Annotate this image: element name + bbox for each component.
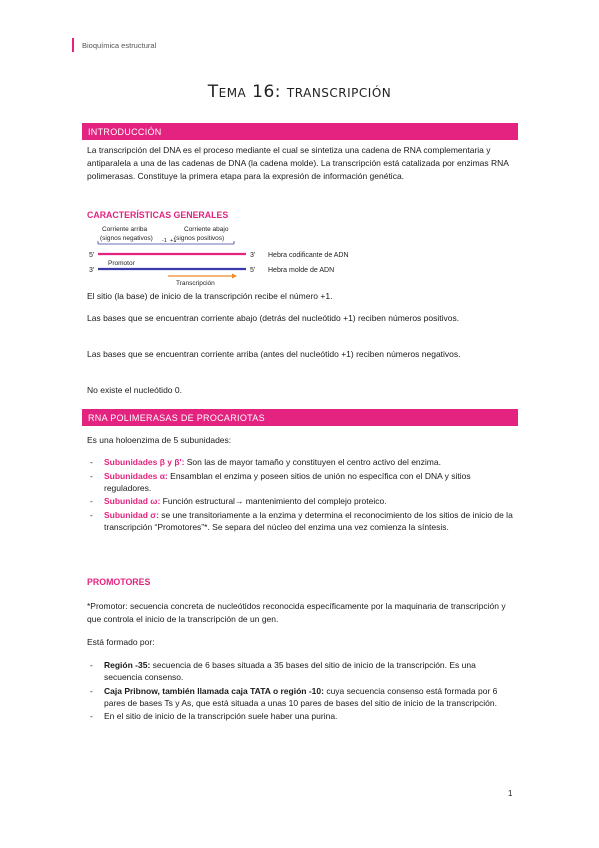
list-item-term: Subunidad ω:	[104, 496, 161, 506]
page-number: 1	[508, 789, 513, 798]
holoenzyme-intro: Es una holoenzima de 5 subunidades:	[87, 435, 232, 445]
paragraph-downstream: Las bases que se encuentran corriente abajo (detrás del nucleótido +1) reciben números positivos.	[87, 313, 460, 323]
list-item-text: Función estructural→ mantenimiento del complejo proteico.	[160, 496, 387, 506]
list-item-term: Subunidad σ:	[104, 509, 159, 520]
promoter-definition: *Promotor: secuencia concreta de nucleótidos reconocida específicamente por la maquinaria de transcripción y que controla el inicio de la transcripción de un gen.	[87, 601, 506, 624]
template-strand-label: Hebra molde de ADN	[268, 267, 335, 274]
paragraph-upstream: Las bases que se encuentran corriente arriba (antes del nucleótido +1) reciben números negativos.	[87, 349, 461, 359]
list-item-text: se une transitoriamente a la enzima y determina el reconocimiento de los sitios de inicio de la transcripción “Promotores”*. Se separa del núcleo del enzima una vez comienza la síntesis.	[104, 509, 513, 532]
page-header	[72, 38, 156, 52]
list-item-text: Ensamblan el enzima y poseen sitios de unión no específica con el DNA y sitios reguladores.	[104, 470, 471, 493]
plus-one-label: +1	[170, 238, 177, 244]
upstream-label: Corriente arriba	[102, 226, 148, 233]
list-item: - Subunidad ω: Función estructural→ mantenimiento del complejo proteico.	[90, 496, 387, 506]
minus-one-label: -1	[162, 238, 167, 244]
top-strand-3prime: 3'	[250, 252, 256, 259]
subheading-caracteristicas: CARACTERÍSTICAS GENERALES	[87, 210, 229, 220]
list-item-text: cuya secuencia consenso está formada por 6 pares de bases Ts y As, que está situada a unas 10 pares de bases del sitio de inicio de la transcripción.	[104, 685, 498, 708]
dna-transcription-diagram	[86, 222, 366, 288]
top-strand-5prime: 5'	[89, 252, 95, 259]
subunits-list	[90, 456, 516, 534]
paragraph-no-zero: No existe el nucleótido 0.	[87, 385, 182, 395]
promoter-elements-list	[90, 659, 516, 724]
list-item: - Región -35: secuencia de 6 bases situada a 35 bases del sitio de inicio de la transcripción. Es una secuencia consenso.	[90, 660, 476, 682]
list-item-term: Región -35:	[104, 660, 151, 670]
list-item: - Caja Pribnow, también llamada caja TATA o región -10: cuya secuencia consenso está formada por 6 pares de bases Ts y As, que está situada a unas 10 pares de bases del sitio de inicio de la transcripción.	[90, 685, 498, 708]
coding-strand-label: Hebra codificante de ADN	[268, 252, 349, 259]
intro-paragraph: La transcripción del DNA es el proceso mediante el cual se sintetiza una cadena de RNA complementaria y antiparalela a una de las cadenas de DNA (la cadena molde). La transcripción está catalizada por enzimas RNA polimerasas. Constituye la primera etapa para la expresión de información genética.	[87, 145, 509, 181]
subheading-promotores: PROMOTORES	[87, 577, 151, 587]
list-item-term: Subunidades α:	[104, 470, 168, 481]
section-heading-introduccion: INTRODUCCIÓN	[82, 123, 518, 140]
paragraph-start-site: El sitio (la base) de inicio de la transcripción recibe el número +1.	[87, 291, 333, 301]
list-item-text: secuencia de 6 bases situada a 35 bases del sitio de inicio de la transcripción. Es una secuencia consenso.	[104, 660, 476, 682]
page-title: Tema 16: transcripción	[207, 82, 392, 102]
transcription-label: Transcripción	[176, 280, 215, 287]
list-item: - Subunidad σ: se une transitoriamente a la enzima y determina el reconocimiento de los sitios de inicio de la transcripción “Promotores”*. Se separa del núcleo del enzima una vez comienza la síntesis.	[90, 509, 513, 532]
promoter-label: Promotor	[108, 260, 135, 267]
downstream-sub-label: (signos positivos)	[174, 235, 225, 242]
list-item-text: Son las de mayor tamaño y constituyen el centro activo del enzima.	[184, 457, 441, 467]
course-name: Bioquímica estructural	[82, 40, 157, 50]
header-accent-bar	[72, 38, 74, 52]
list-item-term: Caja Pribnow, también llamada caja TATA o región -10:	[104, 685, 324, 696]
section-heading-rna-polimerasas: RNA POLIMERASAS DE PROCARIOTAS	[82, 409, 518, 426]
list-item: - Subunidades α: Ensamblan el enzima y poseen sitios de unión no específica con el DNA y sitios reguladores.	[90, 470, 471, 493]
formed-by-label: Está formado por:	[87, 637, 155, 647]
list-item: - En el sitio de inicio de la transcripción suele haber una purina.	[90, 711, 338, 721]
bottom-strand-5prime: 5'	[250, 267, 256, 274]
list-item-text: En el sitio de inicio de la transcripción suele haber una purina.	[104, 711, 338, 721]
downstream-label: Corriente abajo	[184, 226, 229, 233]
bottom-strand-3prime: 3'	[89, 267, 95, 274]
upstream-sub-label: (signos negativos)	[100, 235, 153, 242]
list-item: - Subunidades β y β': Son las de mayor tamaño y constituyen el centro activo del enzima.	[90, 457, 441, 467]
list-item-term: Subunidades β y β':	[104, 457, 185, 467]
